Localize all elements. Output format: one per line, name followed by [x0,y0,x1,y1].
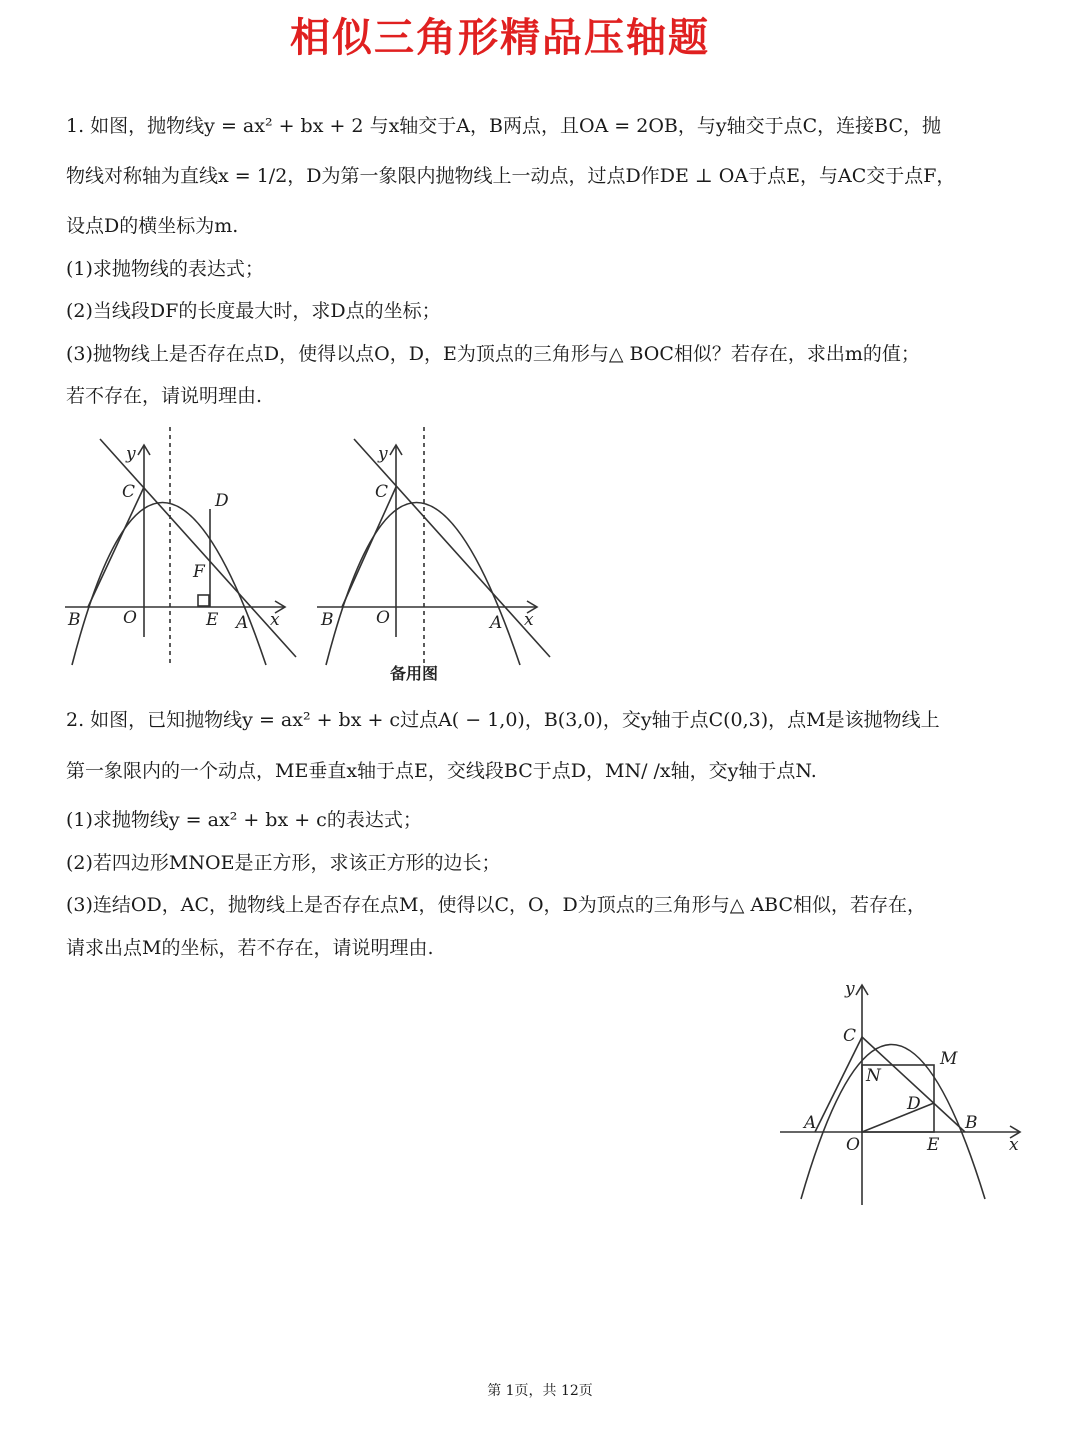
fig2-label-x: x [1009,1135,1019,1155]
fig2-label-e: E [927,1135,940,1155]
backup-label-x: x [524,610,534,630]
problem2-line-1: 2. 如图，已知抛物线y = ax² + bx + c过点A( − 1,0)，B(3,0)，交y轴于点C(0,3)，点M是该抛物线上 [66,709,940,731]
page-footer: 第 1页，共 12页 [487,1383,593,1399]
fig2-label-b: B [965,1113,978,1133]
problem2-line-6: 请求出点M的坐标，若不存在，请说明理由. [66,937,434,959]
problem2-question-3: (3)连结OD，AC，抛物线上是否存在点M，使得以C，O，D为顶点的三角形与△ ABC相似，若存在， [66,894,927,916]
fig2-label-y: y [845,979,855,999]
right-angle-mark [198,595,209,606]
label-o: O [123,608,137,628]
segment-od [862,1103,934,1132]
label-x: x [270,610,280,630]
segment-ac [815,1037,862,1132]
label-c: C [122,482,136,502]
problem1-question-1: (1)求抛物线的表达式； [66,258,264,280]
problem2-question-2: (2)若四边形MNOE是正方形，求该正方形的边长； [66,852,501,874]
backup-label-c: C [375,482,389,502]
label-e: E [206,610,219,630]
backup-label-b: B [321,610,334,630]
backup-label-a: A [490,613,503,633]
fig2-label-c: C [843,1026,857,1046]
problem1-figure-backup [312,425,557,685]
problem1-line-3: 设点D的横坐标为m. [66,215,239,237]
problem2-line-2: 第一象限内的一个动点，ME垂直x轴于点E，交线段BC于点D，MN/ /x轴，交y轴于点N. [66,760,817,782]
problem2-question-1: (1)求抛物线y = ax² + bx + c的表达式； [66,809,422,831]
problem2-figure [775,975,1030,1215]
fig2-label-o: O [846,1135,860,1155]
problem1-question-3: (3)抛物线上是否存在点D，使得以点O，D，E为顶点的三角形与△ BOC相似？若存在，求出m的值； [66,343,920,365]
backup-label-o: O [376,608,390,628]
problem1-figure-main [60,425,305,670]
segment-bc [88,487,144,607]
problem1-line-2: 物线对称轴为直线x = 1/2，D为第一象限内抛物线上一动点，过点D作DE ⊥ OA于点E，与AC交于点F， [66,165,956,187]
parabola [72,503,266,666]
page-title: 相似三角形精品压轴题 [290,15,710,61]
fig2-label-d: D [907,1094,921,1114]
problem1-question-2: (2)当线段DF的长度最大时，求D点的坐标； [66,300,441,322]
label-y: y [126,444,136,464]
fig2-label-m: M [940,1049,958,1069]
problem1-line-1: 1. 如图，抛物线y = ax² + bx + 2 与x轴交于A，B两点，且OA = 2OB，与y轴交于点C，连接BC，抛 [66,115,942,137]
label-a: A [236,613,249,633]
fig2-label-n: N [866,1066,881,1086]
fig2-label-a: A [804,1113,817,1133]
problem1-line-7: 若不存在，请说明理由. [66,385,263,407]
label-f: F [193,562,205,582]
label-b: B [68,610,81,630]
backup-figure-caption: 备用图 [390,664,439,683]
label-d: D [215,491,229,511]
backup-label-y: y [378,444,388,464]
